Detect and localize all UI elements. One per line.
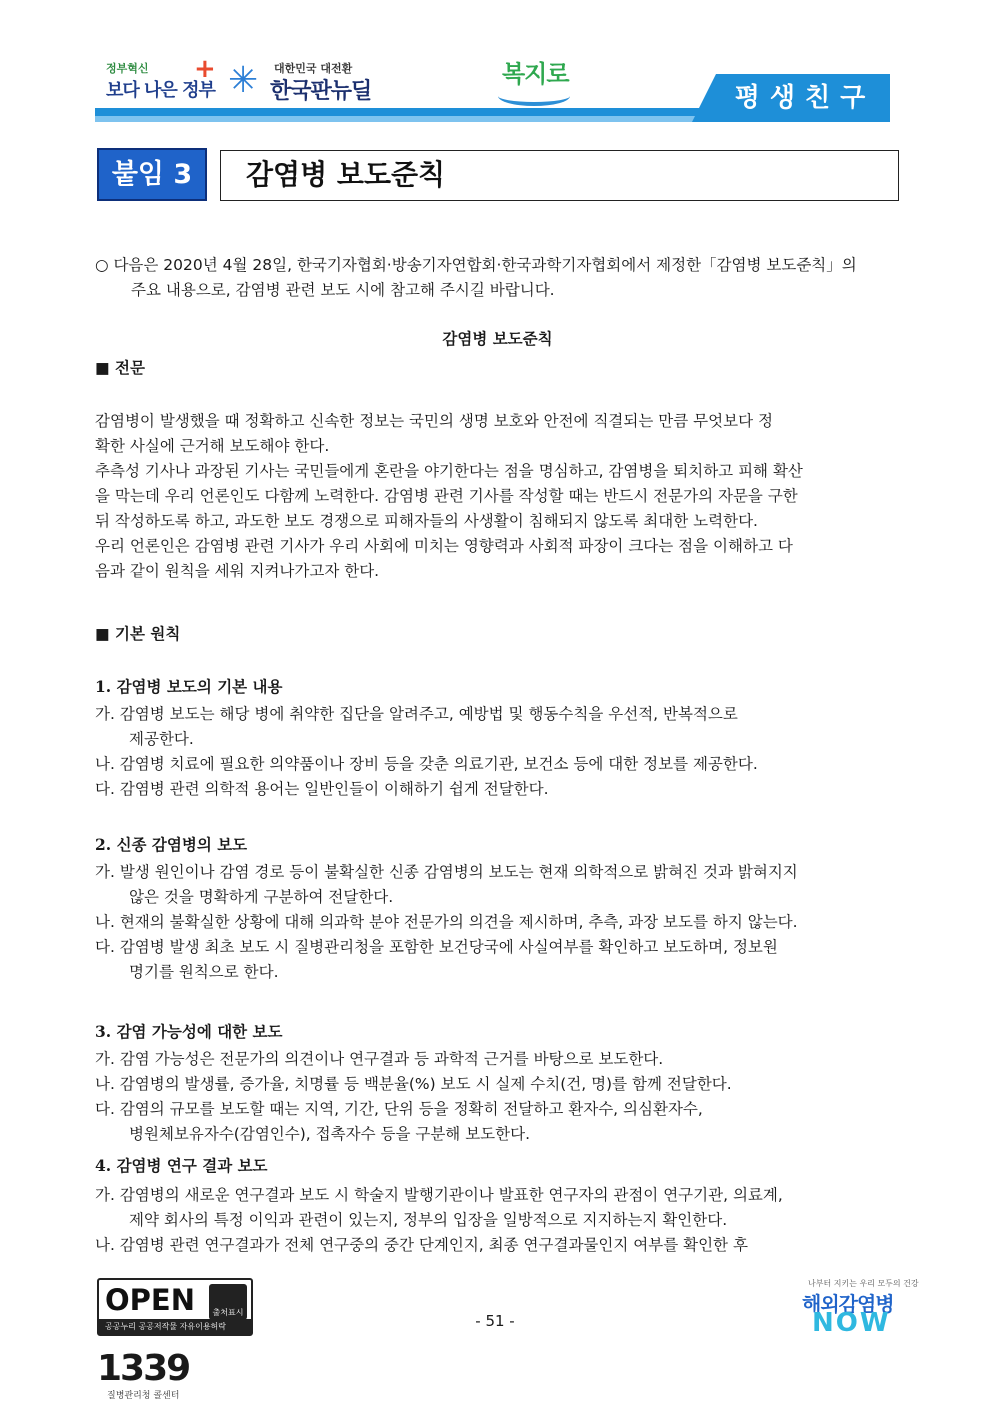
gov-logo-big-text: 보다 나은 정부 [106,80,215,101]
principle-heading: 4. 감염병 연구 결과 보도 [95,1156,268,1175]
attribution-label: 출처표시 [212,1308,244,1317]
document-title: 감염병 보도준칙 [442,329,553,348]
principle-item: 다. 감염의 규모를 보도할 때는 지역, 기간, 단위 등을 정확히 전달하고 환자수, 의심환자수, [95,1100,703,1118]
principle-item: 가. 발생 원인이나 감염 경로 등이 불확실한 신종 감염병의 보도는 현재 의학적으로 밝혀진 것과 밝혀지지 [95,863,798,881]
principle-item: 다. 감염병 관련 의학적 용어는 일반인들이 이해하기 쉽게 전달한다. [95,780,549,798]
preamble-line: 뒤 작성하도록 하고, 과도한 보도 경쟁으로 피해자들의 사생활이 침해되지 않도록 최대한 노력한다. [95,512,758,530]
gov-innovation-logo [106,54,216,110]
bokjiro-logo-text: 복지로 [502,60,569,88]
pinwheel-icon: ✳ [228,60,259,101]
plus-icon: + [194,54,216,84]
preamble-line: 추측성 기사나 과장된 기사는 국민들에게 혼란을 야기한다는 점을 명심하고, 감염병을 퇴치하고 피해 확산 [95,462,803,480]
gov-logo-small-text: 정부혁신 [106,62,149,75]
principle-item: 가. 감염병의 새로운 연구결과 보도 시 학술지 발행기관이나 발표한 연구자의 관점이 연구기관, 의료계, [95,1186,783,1204]
preamble-line: 음과 같이 원칙을 세워 지켜나가고자 한다. [95,562,380,580]
newdeal-logo-small-text: 대한민국 대전환 [274,62,353,75]
call-number: 1339 [97,1348,190,1389]
attribution-icon [209,1284,247,1320]
intro-line: ○ 다음은 2020년 4월 28일, 한국기자협회·방송기자연합회·한국과학기자협회에서 제정한「감염병 보도준칙」의 [95,256,857,274]
principle-items [95,860,900,985]
korean-new-deal-logo [228,58,378,110]
now-logo-title: 해외감염병 [802,1292,894,1316]
page-number: - 51 - [475,1312,515,1330]
now-logo-tagline: 나부터 지키는 우리 모두의 건강 [808,1279,919,1288]
intro-paragraph [95,253,900,303]
principle-item: 나. 현재의 불확실한 상황에 대해 의과학 분야 전문가의 의견을 제시하며, 추측, 과장 보도를 하지 않는다. [95,913,798,931]
open-license-badge [97,1278,253,1336]
preamble-line: 우리 언론인은 감염병 관련 기사가 우리 사회에 미치는 영향력과 사회적 파장이 크다는 점을 이해하고 다 [95,537,793,555]
section-heading-preamble: ■ 전문 [95,359,145,377]
principle-item-continued: 병원체보유자수(감염인수), 접촉자수 등을 구분해 보도한다. [129,1125,531,1143]
principle-item-continued: 않은 것을 명확하게 구분하여 전달한다. [129,888,394,906]
swoosh-icon [498,86,570,106]
principle-heading: 2. 신종 감염병의 보도 [95,835,248,854]
overseas-infection-now-logo [802,1278,919,1338]
preamble-paragraph [95,409,900,584]
open-license-caption: 공공누리 공공저작물 자유이용허락 [99,1319,251,1334]
principle-item: 가. 감염병 보도는 해당 병에 취약한 집단을 알려주고, 예방법 및 행동수칙을 우선적, 반복적으로 [95,705,738,723]
principle-item: 나. 감염병 관련 연구결과가 전체 연구중의 중간 단계인지, 최종 연구결과물인지 여부를 확인한 후 [95,1236,748,1254]
call-center-logo [97,1348,207,1403]
open-label: OPEN [105,1283,195,1317]
principle-item: 나. 감염병 치료에 필요한 의약품이나 장비 등을 갖춘 의료기관, 보건소 등에 대한 정보를 제공한다. [95,755,758,773]
now-logo-word: NOW [812,1308,891,1338]
principle-item: 가. 감염 가능성은 전문가의 의견이나 연구결과 등 과학적 근거를 바탕으로 보도한다. [95,1050,664,1068]
principle-item: 나. 감염병의 발생률, 증가율, 치명률 등 백분율(%) 보도 시 실제 수치(건, 명)를 함께 전달한다. [95,1075,732,1093]
principle-items [95,1183,900,1258]
preamble-line: 확한 사실에 근거해 보도해야 한다. [95,437,330,455]
principle-items [95,702,900,802]
principle-item-continued: 제약 회사의 특정 이익과 관련이 있는지, 정부의 입장을 일방적으로 지지하는지 확인한다. [129,1211,728,1229]
preamble-line: 감염병이 발생했을 때 정확하고 신속한 정보는 국민의 생명 보호와 안전에 직결되는 만큼 무엇보다 정 [95,412,773,430]
page-title: 감염병 보도준칙 [246,158,446,191]
principle-heading: 3. 감염 가능성에 대한 보도 [95,1022,283,1041]
principle-item: 다. 감염병 발생 최초 보도 시 질병관리청을 포함한 보건당국에 사실여부를 확인하고 보도하며, 정보원 [95,938,778,956]
principle-item-continued: 명기를 원칙으로 한다. [129,963,279,981]
intro-line: 주요 내용으로, 감염병 관련 보도 시에 참고해 주시길 바랍니다. [131,281,555,299]
principle-heading: 1. 감염병 보도의 기본 내용 [95,677,283,696]
preamble-line: 을 막는데 우리 언론인도 다함께 노력한다. 감염병 관련 기사를 작성할 때는 반드시 전문가의 자문을 구한 [95,487,798,505]
newdeal-logo-big-text: 한국판뉴딜 [270,79,372,104]
bokjiro-logo [496,52,586,112]
call-center-caption: 질병관리청 콜센터 [107,1391,180,1401]
principle-items [95,1047,900,1147]
principle-item-continued: 제공한다. [129,730,194,748]
header-tab-label: 평생친구 [734,83,876,113]
section-heading-principles: ■ 기본 원칙 [95,625,181,643]
attachment-badge: 붙임 3 [97,148,207,201]
